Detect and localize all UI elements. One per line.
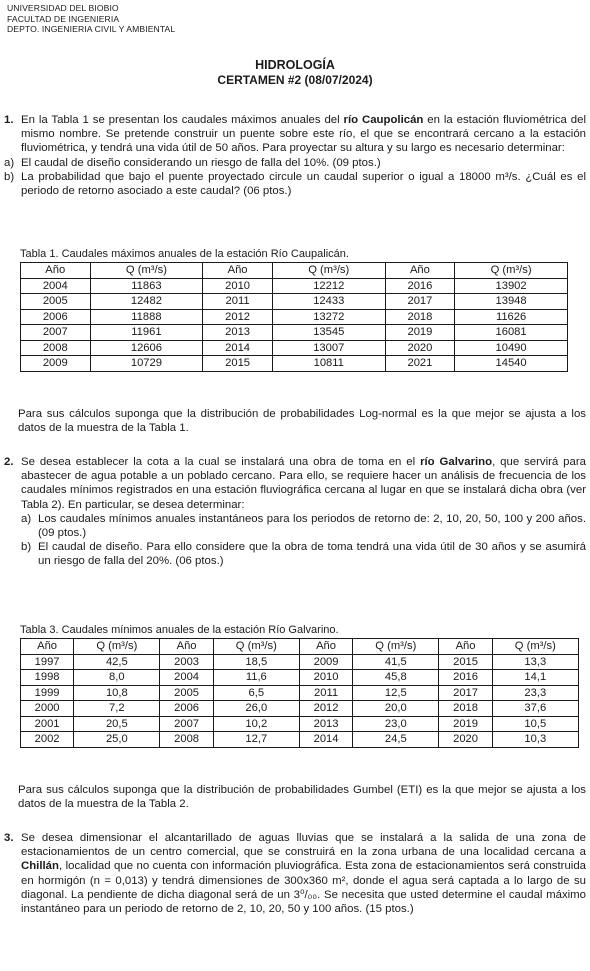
table-2-cell: 20,5 [74, 716, 160, 732]
table-2-cell: 10,3 [492, 732, 578, 748]
table-1-header-row [21, 263, 568, 279]
table-2-row [21, 716, 579, 732]
table-2-caption: Tabla 3. Caudales mínimos anuales de la estación Río Galvarino. [20, 624, 339, 636]
header-university: UNIVERSIDAD DEL BIOBIO [7, 3, 119, 13]
institution-header [7, 3, 175, 35]
table-1-cell: 11888 [90, 309, 203, 325]
table-2-cell: 1997 [21, 654, 74, 670]
table-2-cell: 2000 [21, 701, 74, 717]
exam-title-block [0, 58, 590, 88]
question-3-text-b: , localidad que no cuenta con información pluviográfica. Esta zona de estacionamientos será construida en hormigón (n = 0,013) y tendrá dimensiones de 300x360 m², donde el agua será captada a lo largo de su diagonal. La pendiente de dicha diagonal será de un 3⁰/₀₀. Se necesita que usted determine el caudal máximo instantáneo para un periodo de retorno de 2, 10, 20, 50 y 100 años. (15 ptos.) [21, 860, 586, 916]
question-3-number: 3. [4, 832, 14, 844]
table-2-cell: 2011 [299, 685, 352, 701]
question-1-number: 1. [4, 114, 14, 126]
table-1-cell: 2021 [385, 356, 455, 372]
table-2-row [21, 685, 579, 701]
table-2-cell: 8,0 [74, 670, 160, 686]
table-2-cell: 23,0 [353, 716, 439, 732]
question-3 [4, 831, 586, 916]
header-faculty: FACULTAD DE INGENIERIA [7, 13, 120, 24]
exam-subtitle: CERTAMEN #2 (08/07/2024) [217, 73, 373, 87]
table-2-header-cell: Año [299, 639, 352, 655]
table-2-cell: 20,0 [353, 701, 439, 717]
table-1-cell: 2015 [203, 356, 273, 372]
table-1-cell: 2010 [203, 278, 273, 294]
table-2-cell: 7,2 [74, 701, 160, 717]
table-2-cell: 2008 [160, 732, 213, 748]
question-1b-text: La probabilidad que bajo el puente proyectado circule un caudal superior o igual a 18000 m³/s. ¿Cuál es el periodo de retorno asociado a este caudal? (06 ptos.) [21, 170, 586, 198]
table-2-cell: 1998 [21, 670, 74, 686]
table-1-cell: 13902 [455, 278, 568, 294]
table-1-cell: 2016 [385, 278, 455, 294]
table-1-cell: 2017 [385, 294, 455, 310]
table-1-cell: 11863 [90, 278, 203, 294]
table-2-cell: 26,0 [213, 701, 299, 717]
table-1-cell: 2014 [203, 340, 273, 356]
table-1-header-cell: Año [203, 263, 273, 279]
table-2-header-cell: Año [160, 639, 213, 655]
table-2-header-cell: Q (m³/s) [492, 639, 578, 655]
table-2-cell: 2005 [160, 685, 213, 701]
table-2-cell: 18,5 [213, 654, 299, 670]
table-1-cell: 11626 [455, 309, 568, 325]
question-1a-label: a) [4, 156, 15, 169]
table-2-row [21, 732, 579, 748]
table-2-cell: 2009 [299, 654, 352, 670]
table-1 [20, 262, 568, 372]
table-1-row [21, 278, 568, 294]
table-2-cell: 2006 [160, 701, 213, 717]
question-2-number: 2. [4, 456, 14, 468]
question-1b [4, 170, 586, 198]
question-2-river-name: río Galvarino [420, 456, 493, 468]
question-2a-label: a) [21, 512, 32, 525]
table-2-cell: 13,3 [492, 654, 578, 670]
question-1b-label: b) [4, 170, 15, 183]
table-2-cell: 23,3 [492, 685, 578, 701]
exam-title: HIDROLOGÍA [255, 58, 335, 72]
table-1-header-cell: Año [385, 263, 455, 279]
table-1-cell: 2020 [385, 340, 455, 356]
table-1-cell: 2012 [203, 309, 273, 325]
question-1-text-a: En la Tabla 1 se presentan los caudales máximos anuales del [21, 114, 344, 126]
table-1-row [21, 309, 568, 325]
question-2 [4, 455, 586, 569]
table-2-row [21, 654, 579, 670]
table-1-cell: 13545 [272, 325, 385, 341]
question-1-statement [21, 113, 586, 156]
question-3-statement [21, 831, 586, 916]
table-2-cell: 41,5 [353, 654, 439, 670]
table-1-cell: 2009 [21, 356, 91, 372]
table-1-cell: 11961 [90, 325, 203, 341]
question-3-city-name: Chillán [21, 860, 59, 873]
question-1 [4, 113, 586, 198]
question-1a [4, 156, 586, 170]
table-2-header-cell: Q (m³/s) [74, 639, 160, 655]
table-2-cell: 12,7 [213, 732, 299, 748]
question-2b-text: El caudal de diseño. Para ello considere que la obra de toma tendrá una vida útil de 30 años y se asumirá un riesgo de falla del 20%. (06 ptos.) [38, 541, 586, 568]
table-2-cell: 2020 [439, 732, 492, 748]
table-1-header-cell: Año [21, 263, 91, 279]
question-2-text-b: , que servirá para abastecer de agua potable a un poblado cercano. Para ello, se requiere hacer un análisis de frecuencia de los caudales mínimos registrados en una estación fluviográfica cercana al lugar en que se instalará dicha obra (ver Tabla 2). En particular, se desea determinar: [21, 456, 586, 511]
table-2-cell: 11,6 [213, 670, 299, 686]
table-2-cell: 10,5 [492, 716, 578, 732]
table-2-cell: 2017 [439, 685, 492, 701]
table-2-header-cell: Año [21, 639, 74, 655]
table-2-cell: 10,2 [213, 716, 299, 732]
question-1-note: Para sus cálculos suponga que la distribución de probabilidades Log-normal es la que mejor se ajusta a los datos de la muestra de la Tabla 1. [18, 408, 586, 435]
table-2-cell: 2003 [160, 654, 213, 670]
table-1-cell: 16081 [455, 325, 568, 341]
question-2a [21, 512, 586, 540]
table-2-cell: 2012 [299, 701, 352, 717]
table-2-cell: 14,1 [492, 670, 578, 686]
table-2-cell: 2007 [160, 716, 213, 732]
table-1-cell: 13948 [455, 294, 568, 310]
table-2-cell: 2016 [439, 670, 492, 686]
question-2-statement [21, 455, 586, 512]
table-2-header-cell: Q (m³/s) [213, 639, 299, 655]
table-2-row [21, 670, 579, 686]
table-2-cell: 2018 [439, 701, 492, 717]
question-1-text-b: en la estación fluviométrica del mismo nombre. Se pretende construir un puente sobre este río, el que se encontrará cercano a la estación fluviométrica, y tendrá una vida útil de 50 años. Para proyectar su altura y su largo es necesario determinar: [21, 114, 586, 155]
table-1-cell: 2007 [21, 325, 91, 341]
table-1-cell: 2004 [21, 278, 91, 294]
question-2-text-a: Se desea establecer la cota a la cual se instalará una obra de toma en el [21, 456, 421, 468]
table-1-cell: 2006 [21, 309, 91, 325]
question-2a-text: Los caudales mínimos anuales instantáneos para los periodos de retorno de: 2, 10, 20, 50, 100 y 200 años. (09 ptos.) [38, 512, 586, 540]
table-1-caption: Tabla 1. Caudales máximos anuales de la estación Río Caupalicán. [20, 248, 349, 260]
table-1-cell: 2018 [385, 309, 455, 325]
table-1-cell: 10729 [90, 356, 203, 372]
question-3-text-a: Se desea dimensionar el alcantarillado de aguas lluvias que se instalará a la salida de una zona de estacionamientos de un centro comercial, que se construirá en la zona urbana de una localidad cercana a [21, 832, 586, 859]
table-1-header-cell: Q (m³/s) [455, 263, 568, 279]
header-department: DEPTO. INGENIERIA CIVIL Y AMBIENTAL [7, 24, 176, 35]
table-1-cell: 12606 [90, 340, 203, 356]
table-2-cell: 1999 [21, 685, 74, 701]
table-2 [20, 638, 579, 748]
table-2-cell: 2014 [299, 732, 352, 748]
table-1-cell: 2008 [21, 340, 91, 356]
table-1-cell: 13007 [272, 340, 385, 356]
table-2-cell: 37,6 [492, 701, 578, 717]
table-1-header-cell: Q (m³/s) [272, 263, 385, 279]
table-2-cell: 10,8 [74, 685, 160, 701]
table-1-cell: 10490 [455, 340, 568, 356]
table-1-header-cell: Q (m³/s) [90, 263, 203, 279]
table-2-header-cell: Año [439, 639, 492, 655]
table-1-row [21, 294, 568, 310]
table-2-header-row [21, 639, 579, 655]
table-1-cell: 12433 [272, 294, 385, 310]
table-2-cell: 12,5 [353, 685, 439, 701]
table-1-cell: 13272 [272, 309, 385, 325]
table-1-row [21, 325, 568, 341]
question-2b [21, 540, 586, 568]
table-2-cell: 6,5 [213, 685, 299, 701]
table-1-cell: 2005 [21, 294, 91, 310]
table-1-cell: 14540 [455, 356, 568, 372]
table-2-row [21, 701, 579, 717]
table-2-cell: 25,0 [74, 732, 160, 748]
table-1-cell: 10811 [272, 356, 385, 372]
table-2-cell: 42,5 [74, 654, 160, 670]
table-2-cell: 2013 [299, 716, 352, 732]
table-1-row [21, 340, 568, 356]
table-2-cell: 2002 [21, 732, 74, 748]
table-2-header-cell: Q (m³/s) [353, 639, 439, 655]
question-1a-text: El caudal de diseño considerando un riesgo de falla del 10%. (09 ptos.) [21, 156, 381, 169]
table-2-cell: 2004 [160, 670, 213, 686]
table-2-cell: 2015 [439, 654, 492, 670]
table-1-row [21, 356, 568, 372]
question-2b-label: b) [21, 541, 32, 554]
table-1-cell: 12482 [90, 294, 203, 310]
table-1-cell: 2011 [203, 294, 273, 310]
table-2-cell: 45,8 [353, 670, 439, 686]
table-1-cell: 2019 [385, 325, 455, 341]
table-1-cell: 2013 [203, 325, 273, 341]
table-2-cell: 2019 [439, 716, 492, 732]
table-1-cell: 12212 [272, 278, 385, 294]
table-2-cell: 24,5 [353, 732, 439, 748]
table-2-cell: 2010 [299, 670, 352, 686]
question-1-river-name: río Caupolicán [343, 114, 424, 126]
table-2-cell: 2001 [21, 716, 74, 732]
question-2-note: Para sus cálculos suponga que la distribución de probabilidades Gumbel (ETI) es la que mejor se ajusta a los datos de la muestra de la Tabla 2. [18, 784, 586, 811]
